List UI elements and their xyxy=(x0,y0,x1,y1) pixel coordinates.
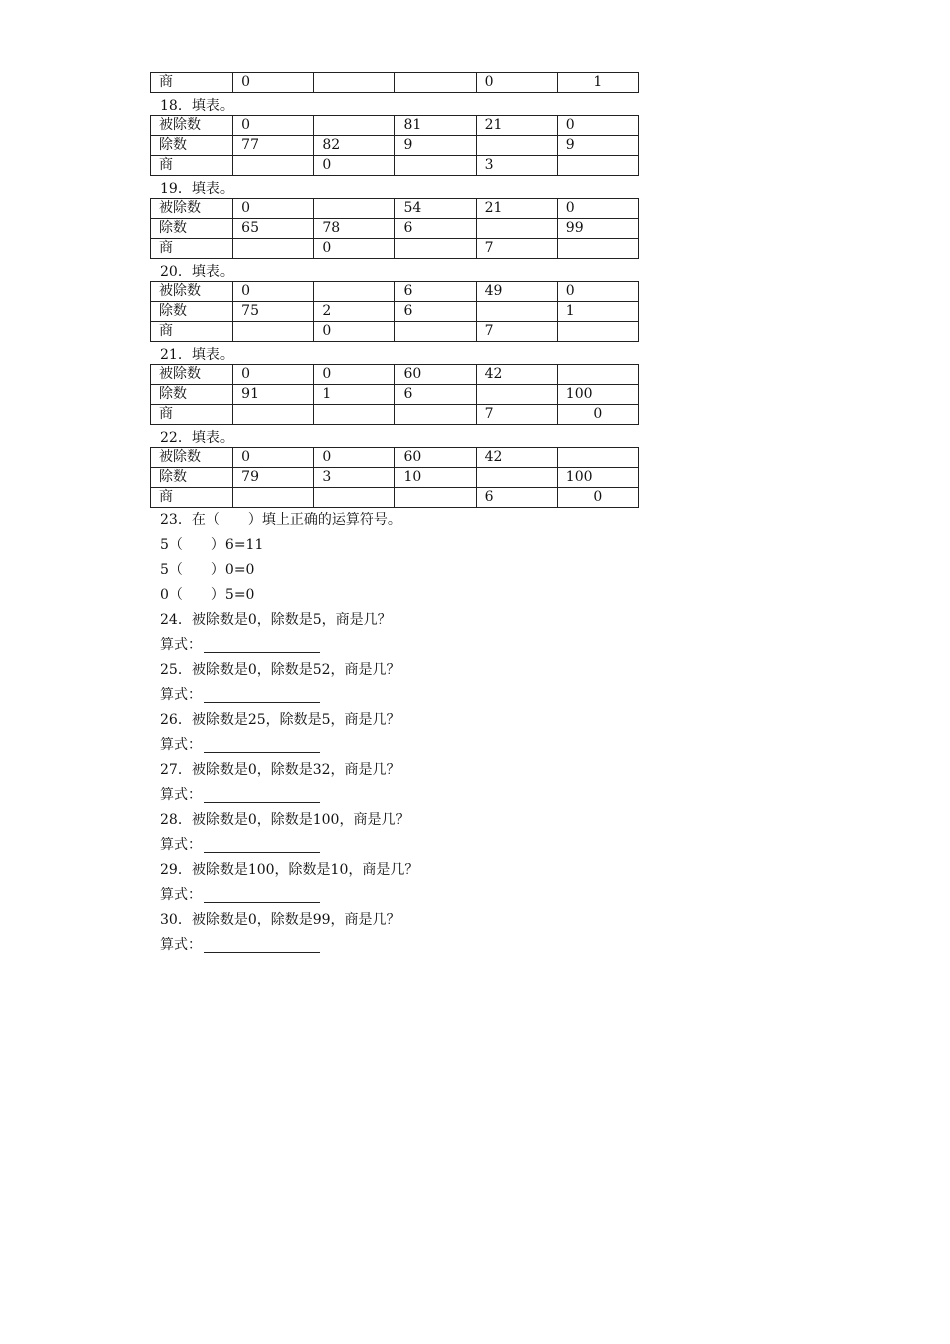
operator-blank-line: 0（ ）5=0 xyxy=(160,587,255,603)
table-cell: 6 xyxy=(395,219,476,239)
table-row xyxy=(151,448,639,468)
table-row xyxy=(151,219,639,239)
table-cell: 6 xyxy=(395,282,476,302)
table-cell: 0 xyxy=(557,199,638,219)
table-cell xyxy=(557,365,638,385)
table-cell: 21 xyxy=(476,199,557,219)
table-row xyxy=(151,239,639,259)
table-cell xyxy=(233,322,314,342)
formula-label: 算式： xyxy=(160,687,202,703)
formula-line xyxy=(150,883,640,908)
table-row xyxy=(151,322,639,342)
table-cell: 0 xyxy=(314,239,395,259)
table-cell: 6 xyxy=(476,488,557,508)
table-cell xyxy=(476,385,557,405)
row-label: 商 xyxy=(151,239,233,259)
row-label: 被除数 xyxy=(151,199,233,219)
answer-blank[interactable] xyxy=(204,736,320,753)
table-q19 xyxy=(150,198,639,259)
table-cell: 0 xyxy=(233,73,314,93)
question-29: 29．被除数是100，除数是10，商是几？ xyxy=(160,862,419,878)
formula-label: 算式： xyxy=(160,887,202,903)
table-cell: 1 xyxy=(557,302,638,322)
table-cell xyxy=(314,116,395,136)
formula-label: 算式： xyxy=(160,937,202,953)
answer-blank[interactable] xyxy=(204,686,320,703)
table-cell: 54 xyxy=(395,199,476,219)
table-cell: 65 xyxy=(233,219,314,239)
table-q20 xyxy=(150,281,639,342)
question-24: 24．被除数是0，除数是5，商是几？ xyxy=(160,612,392,628)
table-cell: 0 xyxy=(233,282,314,302)
table-cell xyxy=(476,468,557,488)
table-cell: 100 xyxy=(557,385,638,405)
answer-blank[interactable] xyxy=(204,786,320,803)
question-20-title: 20．填表。 xyxy=(160,264,234,280)
question-18-title: 18．填表。 xyxy=(160,98,234,114)
table-cell xyxy=(395,156,476,176)
row-label: 被除数 xyxy=(151,448,233,468)
operator-blank-line: 5（ ）0=0 xyxy=(160,562,255,578)
formula-line xyxy=(150,933,640,958)
table-cell: 42 xyxy=(476,365,557,385)
table-cell: 3 xyxy=(314,468,395,488)
table-cell: 0 xyxy=(233,199,314,219)
question-25: 25．被除数是0，除数是52，商是几？ xyxy=(160,662,401,678)
table-cell: 1 xyxy=(314,385,395,405)
table-row xyxy=(151,156,639,176)
formula-line xyxy=(150,783,640,808)
table-row xyxy=(151,302,639,322)
row-label: 商 xyxy=(151,405,233,425)
question-22-title: 22．填表。 xyxy=(160,430,234,446)
table-q21 xyxy=(150,364,639,425)
table-cell xyxy=(314,199,395,219)
table-cell: 75 xyxy=(233,302,314,322)
operator-blank-line: 5（ ）6=11 xyxy=(160,537,264,553)
table-cell: 1 xyxy=(557,73,638,93)
table-cell xyxy=(557,322,638,342)
table-cell xyxy=(314,488,395,508)
table-cell: 99 xyxy=(557,219,638,239)
answer-blank[interactable] xyxy=(204,836,320,853)
row-label: 除数 xyxy=(151,219,233,239)
table-cell xyxy=(314,73,395,93)
table-cell xyxy=(233,405,314,425)
table-cell: 0 xyxy=(557,488,638,508)
formula-label: 算式： xyxy=(160,637,202,653)
table-cell: 0 xyxy=(314,365,395,385)
table-cell: 9 xyxy=(557,136,638,156)
table-cell: 0 xyxy=(233,448,314,468)
table-cell: 60 xyxy=(395,448,476,468)
table-cell: 0 xyxy=(557,282,638,302)
table-cell: 3 xyxy=(476,156,557,176)
table-cell: 7 xyxy=(476,239,557,259)
table-q22 xyxy=(150,447,639,508)
table-cell: 60 xyxy=(395,365,476,385)
formula-line xyxy=(150,733,640,758)
row-label: 商 xyxy=(151,73,233,93)
question-27: 27．被除数是0，除数是32，商是几？ xyxy=(160,762,401,778)
table-cell: 0 xyxy=(314,156,395,176)
question-30: 30．被除数是0，除数是99，商是几？ xyxy=(160,912,401,928)
formula-line xyxy=(150,683,640,708)
question-23-title: 23．在（ ）填上正确的运算符号。 xyxy=(160,512,402,528)
table-cell xyxy=(233,156,314,176)
table-cell: 0 xyxy=(476,73,557,93)
table-cell: 77 xyxy=(233,136,314,156)
row-label: 被除数 xyxy=(151,116,233,136)
table-cell xyxy=(476,219,557,239)
table-cell xyxy=(395,239,476,259)
table-cell: 81 xyxy=(395,116,476,136)
table-cell: 0 xyxy=(314,448,395,468)
table-row xyxy=(151,199,639,219)
formula-label: 算式： xyxy=(160,837,202,853)
table-cell: 78 xyxy=(314,219,395,239)
formula-line xyxy=(150,633,640,658)
table-cell: 0 xyxy=(557,116,638,136)
question-26: 26．被除数是25，除数是5，商是几？ xyxy=(160,712,401,728)
table-cell: 0 xyxy=(557,405,638,425)
answer-blank[interactable] xyxy=(204,886,320,903)
formula-label: 算式： xyxy=(160,737,202,753)
row-label: 被除数 xyxy=(151,282,233,302)
table-cell: 10 xyxy=(395,468,476,488)
table-row xyxy=(151,116,639,136)
question-21-title: 21．填表。 xyxy=(160,347,234,363)
table-row xyxy=(151,488,639,508)
table-row xyxy=(151,73,639,93)
answer-blank[interactable] xyxy=(204,936,320,953)
table-cell xyxy=(395,405,476,425)
table-cell xyxy=(557,239,638,259)
table-cell: 2 xyxy=(314,302,395,322)
row-label: 除数 xyxy=(151,468,233,488)
row-label: 商 xyxy=(151,488,233,508)
table-cell: 100 xyxy=(557,468,638,488)
table-row xyxy=(151,136,639,156)
row-label: 被除数 xyxy=(151,365,233,385)
table-cell: 0 xyxy=(233,365,314,385)
table-row xyxy=(151,405,639,425)
table-cell: 79 xyxy=(233,468,314,488)
table-cell xyxy=(476,136,557,156)
table-cell xyxy=(395,73,476,93)
table-cell: 6 xyxy=(395,302,476,322)
row-label: 商 xyxy=(151,322,233,342)
table-cell: 6 xyxy=(395,385,476,405)
row-label: 除数 xyxy=(151,136,233,156)
table-cell: 9 xyxy=(395,136,476,156)
table-cell: 7 xyxy=(476,322,557,342)
table-cell: 42 xyxy=(476,448,557,468)
table-cell xyxy=(476,302,557,322)
row-label: 商 xyxy=(151,156,233,176)
formula-line xyxy=(150,833,640,858)
row-label: 除数 xyxy=(151,385,233,405)
table-q18 xyxy=(150,115,639,176)
answer-blank[interactable] xyxy=(204,636,320,653)
table-cell: 82 xyxy=(314,136,395,156)
table-row xyxy=(151,365,639,385)
table-cell: 0 xyxy=(314,322,395,342)
table-cell xyxy=(395,488,476,508)
worksheet-page xyxy=(150,72,640,958)
table-cell xyxy=(314,282,395,302)
table-cell xyxy=(233,488,314,508)
question-28: 28．被除数是0，除数是100，商是几？ xyxy=(160,812,410,828)
table-row xyxy=(151,385,639,405)
table-q17-continuation xyxy=(150,72,639,93)
table-cell xyxy=(557,448,638,468)
formula-label: 算式： xyxy=(160,787,202,803)
table-cell: 7 xyxy=(476,405,557,425)
table-cell: 21 xyxy=(476,116,557,136)
table-cell xyxy=(557,156,638,176)
table-row xyxy=(151,282,639,302)
table-cell xyxy=(233,239,314,259)
table-cell xyxy=(395,322,476,342)
table-row xyxy=(151,468,639,488)
table-cell xyxy=(314,405,395,425)
table-cell: 49 xyxy=(476,282,557,302)
table-cell: 0 xyxy=(233,116,314,136)
table-cell: 91 xyxy=(233,385,314,405)
question-19-title: 19．填表。 xyxy=(160,181,234,197)
row-label: 除数 xyxy=(151,302,233,322)
